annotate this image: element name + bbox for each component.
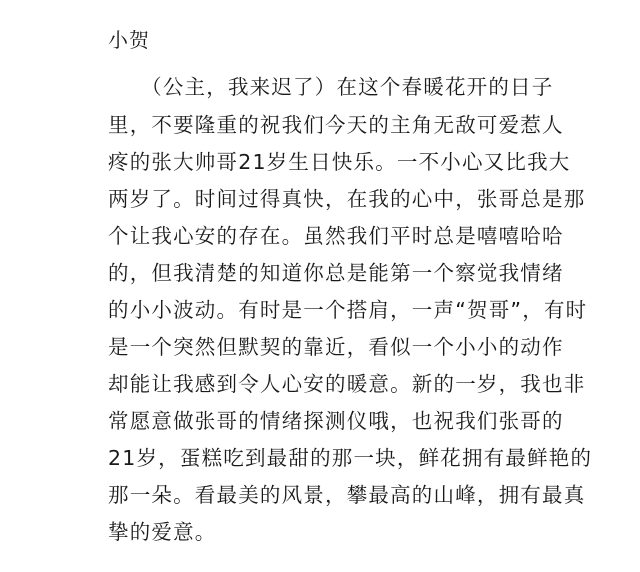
paragraph-line: 却能让我感到令人心安的暖意。新的一岁，我也非 xyxy=(108,372,586,396)
paragraph-line: 的小小波动。有时是一个搭肩，一声“贺哥”，有时 xyxy=(108,298,588,322)
paragraph-line: 挚的爱意。 xyxy=(108,520,217,544)
paragraph-line: 那一朵。看最美的风景，攀最高的山峰，拥有最真 xyxy=(108,483,586,507)
paragraph-line: 两岁了。时间过得真快，在我的心中，张哥总是那 xyxy=(108,187,586,211)
paragraph-line: 是一个突然但默契的靠近，看似一个小小的动作 xyxy=(108,335,564,359)
paragraph-line: （公主，我来迟了）在这个春暖花开的日子 xyxy=(108,75,554,99)
paragraph-line: 的，但我清楚的知道你总是能第一个察觉我情绪 xyxy=(108,261,564,285)
paragraph-line: 常愿意做张哥的情绪探测仪哦，也祝我们张哥的 xyxy=(108,409,564,433)
paragraph-line: 21岁，蛋糕吃到最甜的那一块，鲜花拥有最鲜艳的 xyxy=(108,446,593,470)
paragraph-line: 疼的张大帅哥21岁生日快乐。一不小心又比我大 xyxy=(108,150,571,174)
document-heading: 小贺 xyxy=(108,28,150,52)
paragraph-line: 个让我心安的存在。虽然我们平时总是嘻嘻哈哈 xyxy=(108,224,564,248)
paragraph-line: 里，不要隆重的祝我们今天的主角无敌可爱惹人 xyxy=(108,113,564,137)
